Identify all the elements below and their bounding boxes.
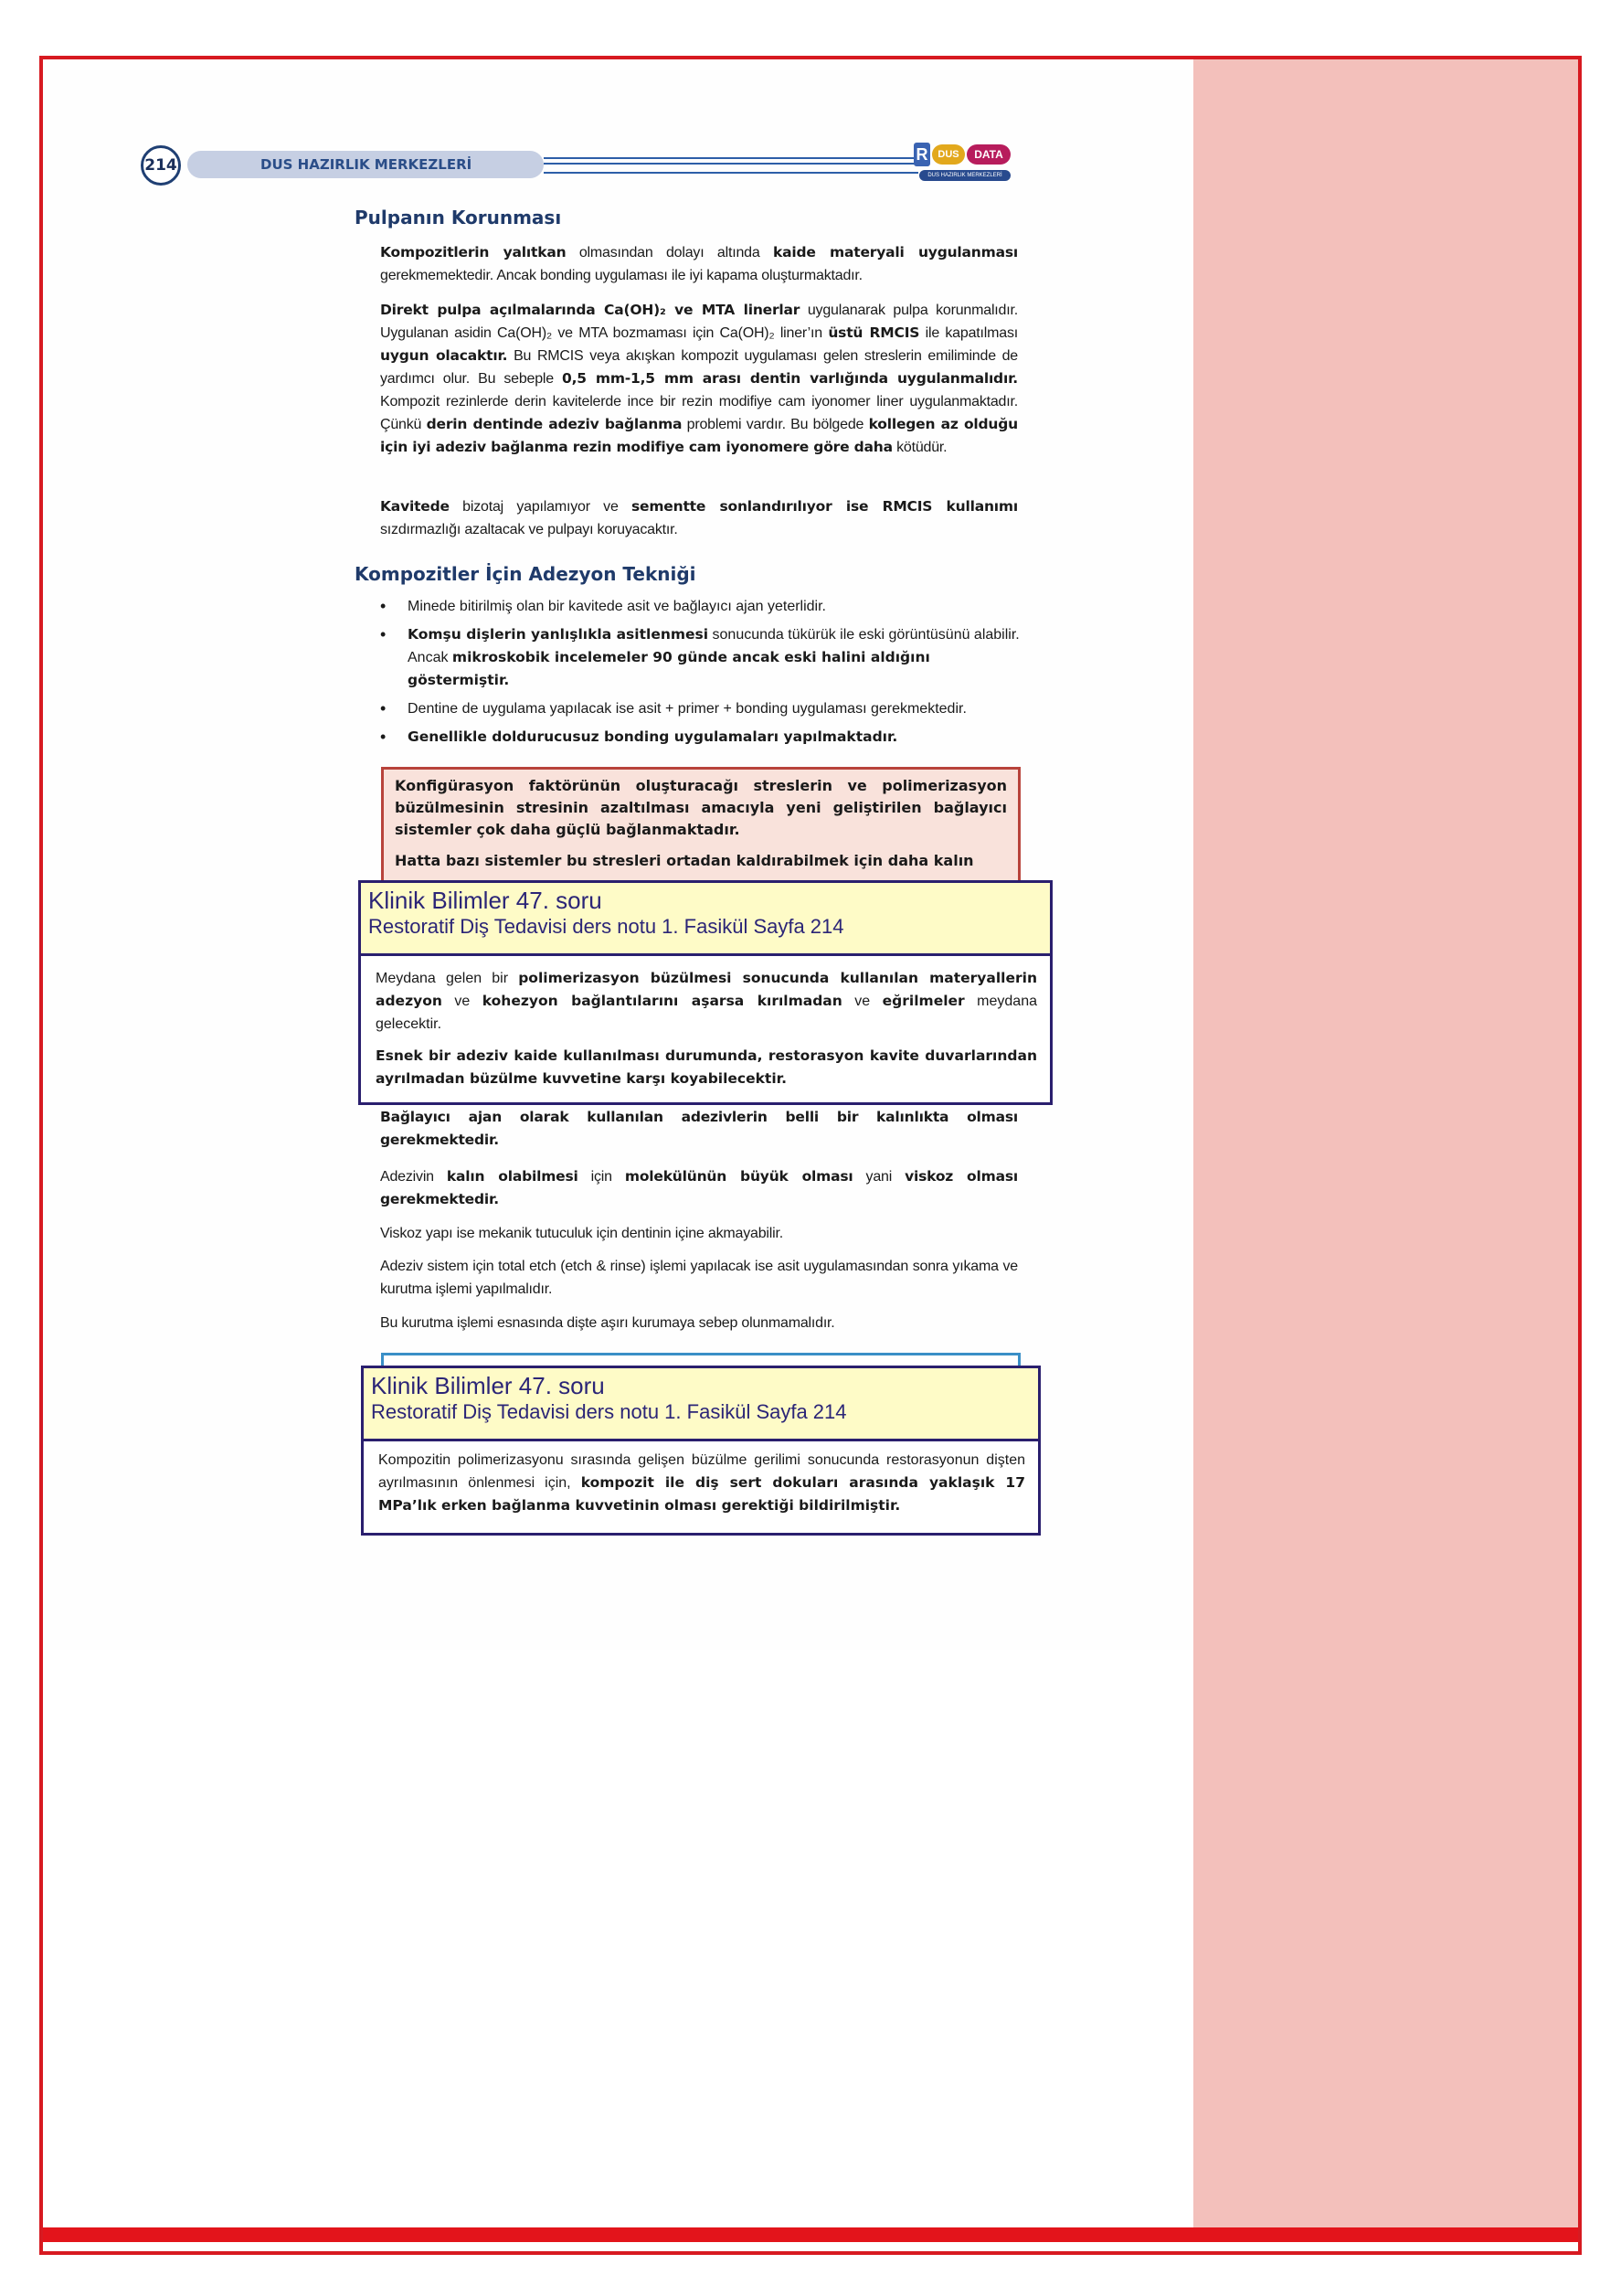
list-item: • Genellikle doldurucusuz bonding uygulamaları yapılmaktadır. <box>380 726 1020 749</box>
paragraph: Adeziv sistem için total etch (etch & rinse) işlemi yapılacak ise asit uygulamasından sonra yıkama ve kurutma işlemi yapılmalıdır. <box>380 1259 1018 1297</box>
logo-subtitle: DUS HAZIRLIK MERKEZLERİ <box>919 170 1011 181</box>
page-number: 214 <box>141 145 181 186</box>
paragraph: Bağlayıcı ajan olarak kullanılan adezivlerin belli bir kalınlıkta olması gerekmektedir. <box>380 1109 1018 1148</box>
annotation-box <box>358 880 1053 1105</box>
annotation-title: Klinik Bilimler 47. soru <box>368 887 602 914</box>
paragraph: Adezivin kalın olabilmesi için molekülünün büyük olması yani viskoz olması gerekmektedir. <box>380 1168 1018 1207</box>
annotation-paragraph: Esnek bir adeziv kaide kullanılması durumunda, restorasyon kavite duvarlarından ayrılmadan büzülme kuvvetine karşı koyabilecektir. <box>376 1047 1037 1087</box>
annotation-subtitle: Restoratif Diş Tedavisi ders notu 1. Fasikül Sayfa 214 <box>371 1400 847 1423</box>
annotation-paragraph: Kompozitin polimerizasyonu sırasında gelişen büzülme gerilimi sonucunda restorasyonun dişten ayrılmasının önlenmesi için, kompozit ile diş sert dokuları arasında yaklaşık 17 MPa’lık erken bağlanma kuvvetinin olması gerektiği bildirilmiştir. <box>378 1452 1026 1514</box>
logo-letter: R <box>914 143 930 166</box>
annotation-body <box>378 1449 1025 1526</box>
list-item: • Minede bitirilmiş olan bir kavitede asit ve bağlayıcı ajan yeterlidir. <box>380 595 1020 618</box>
logo-dus: DUS <box>932 144 965 165</box>
annotation-box <box>361 1366 1041 1536</box>
paragraph: Bu kurutma işlemi esnasında dişte aşırı kurumaya sebep olunmamalıdır. <box>380 1315 835 1331</box>
paragraph: Kavitede bizotaj yapılamıyor ve sementte sonlandırılıyor ise RMCIS kullanımı sızdırmazlığı azaltacak ve pulpayı koruyacaktır. <box>380 498 1018 537</box>
logo <box>914 139 1016 185</box>
annotation-subtitle: Restoratif Diş Tedavisi ders notu 1. Fasikül Sayfa 214 <box>368 915 844 938</box>
logo-data: DATA <box>967 144 1011 165</box>
annotation-body <box>376 967 1037 1100</box>
annotation-paragraph: Meydana gelen bir polimerizasyon büzülmesi sonucunda kullanılan materyallerin adezyon ve kohezyon bağlantılarını aşarsa kırılmadan ve eğrilmeler meydana gelecektir. <box>376 970 1037 1032</box>
header-section-label: DUS HAZIRLIK MERKEZLERİ <box>187 151 544 178</box>
list-item: • Dentine de uygulama yapılacak ise asit + primer + bonding uygulaması gerekmektedir. <box>380 697 1020 720</box>
annotation-title: Klinik Bilimler 47. soru <box>371 1372 605 1399</box>
paragraph: Kompozitlerin yalıtkan olmasından dolayı altında kaide materyali uygulanması gerekmemektedir. Ancak bonding uygulaması ile iyi kapama oluşturmaktadır. <box>380 244 1018 283</box>
section-title-adezyon: Kompozitler İçin Adezyon Tekniği <box>355 563 696 585</box>
callout-text: Konfigürasyon faktörünün oluşturacağı streslerin ve polimerizasyon büzülmesinin stresinin azaltılması amacıyla yeni geliştirilen bağlayıcı sistemler çok daha güçlü bağlanmaktadır. <box>395 777 1007 838</box>
paragraph: Direkt pulpa açılmalarında Ca(OH)₂ ve MTA linerlar uygulanarak pulpa korunmalıdır. Uygulanan asidin Ca(OH)₂ ve MTA bozmaması için Ca(OH)₂ liner’ın üstü RMCIS ile kapatılması uygun olacaktır. Bu RMCIS veya akışkan kompozit uygulaması gelen streslerin emiliminde de yardımcı olur. Bu sebeple 0,5 mm-1,5 mm arası dentin varlığında uygulanmalıdır. Kompozit rezinlerde derin kavitelerde ince bir rezin modifiye cam iyonomer liner uygulanmaktadır. Çünkü derin dentinde adeziv bağlanma problemi vardır. Bu bölgede kollegen az olduğu için iyi adeziv bağlanma rezin modifiye cam iyonomere göre daha kötüdür. <box>380 302 1019 455</box>
section-title-pulpa: Pulpanın Korunması <box>355 207 562 229</box>
header-rule <box>544 157 918 174</box>
bullet-list <box>380 595 1020 754</box>
bottom-bar <box>43 2227 1578 2242</box>
list-item: • Komşu dişlerin yanlışlıkla asitlenmesi sonucunda tükürük ile eski görüntüsünü alabilir. Ancak mikroskobik incelemeler 90 günde ancak eski halini aldığını göstermiştir. <box>380 623 1020 692</box>
annotation-header <box>364 1368 1038 1441</box>
callout-text: Hatta bazı sistemler bu stresleri ortadan kaldırabilmek için daha kalın <box>395 852 974 869</box>
annotation-header <box>361 883 1050 956</box>
paragraph: Viskoz yapı ise mekanik tutuculuk için dentinin içine akmayabilir. <box>380 1226 783 1241</box>
